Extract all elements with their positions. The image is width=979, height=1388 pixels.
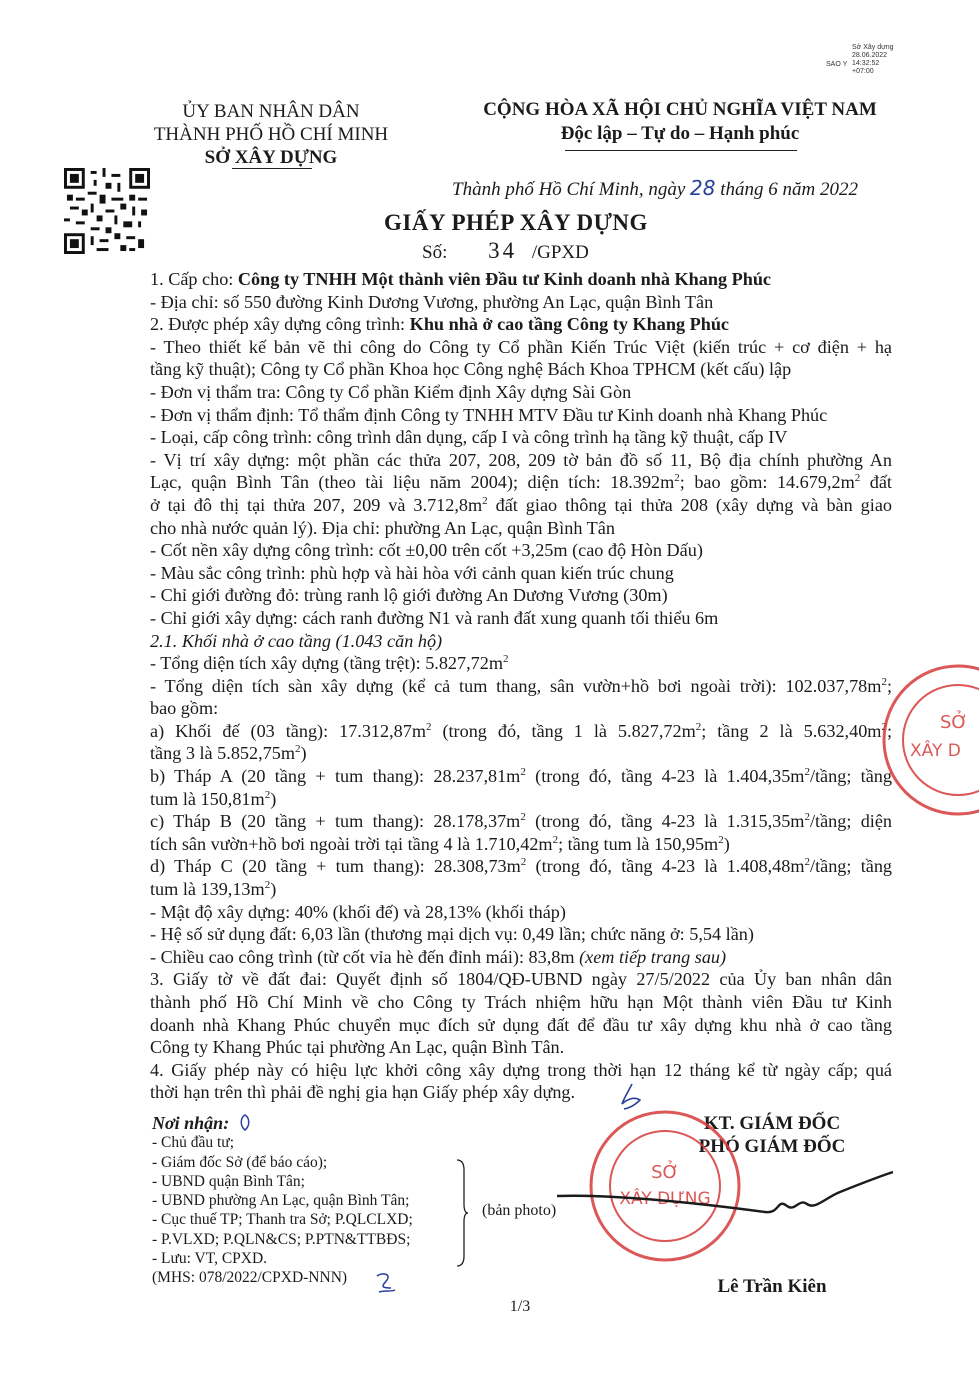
body-line: - Hệ số sử dụng đất: 6,03 lần (thương mại dịch vụ: 0,49 lần; chức năng ở: 5,54 lần) (150, 924, 754, 945)
grantee-address: - Địa chỉ: số 550 đường Kinh Dương Vương, phường An Lạc, quận Bình Tân (150, 291, 714, 312)
national-motto: Độc lập – Tự do – Hạnh phúc (560, 123, 800, 144)
text-span: /tầng; diện (809, 811, 893, 832)
text-span: ; (886, 675, 892, 696)
department-name: SỞ XÂY DỰNG (204, 147, 338, 168)
text-span: ) (723, 833, 730, 854)
text-span: tum là 139,13m (150, 879, 265, 900)
signature-stroke-icon (555, 1168, 895, 1228)
body-line: - Đơn vị thẩm định: Tổ thẩm định Công ty TNHH MTV Đầu tư Kinh doanh nhà Khang Phúc (150, 404, 828, 425)
recipients-block (152, 1114, 413, 1288)
stamp-line: 14:32:52 (852, 60, 880, 67)
text-span: ; (886, 720, 892, 741)
permit-body (150, 268, 892, 1104)
recipient-item: - Chủ đầu tư; (152, 1134, 235, 1152)
photo-note: (bản photo) (482, 1202, 557, 1219)
recipient-item: - Giám đốc Sở (để báo cáo); (152, 1153, 328, 1171)
body-line (150, 946, 892, 969)
text-span: Lạc, quận Bình Tân (theo tài liệu năm 2004); diện tích: 18.392m (150, 472, 675, 493)
date-suffix: tháng 6 năm 2022 (720, 179, 858, 200)
text-span: tầng 3 là 5.852,75m (150, 743, 295, 764)
recipient-item: - Cục thuế TP; Thanh tra Sở; P.QLCLXD; (152, 1211, 413, 1229)
body-line: - Mật độ xây dựng: 40% (khối đế) và 28,13% (khối tháp) (150, 901, 566, 922)
side-seal-icon (874, 660, 979, 820)
text-span: ; tầng 2 là 5.632,40m (701, 720, 882, 741)
page-number: 1/3 (509, 1298, 531, 1315)
initial-mark-icon (373, 1270, 399, 1296)
body-line: d) Tháp C (20 tầng + tum thang): $28.308,73m^2$ (trong đó, tầng 4-23 là $1.408,48m^2$/tầng; tầng (150, 856, 893, 877)
date-day: 28 (690, 176, 716, 200)
recipients-list (152, 1133, 413, 1268)
issuing-authority (140, 100, 402, 169)
body-line: tích sân vườn+hồ bơi ngoài trời tại tầng 4 là $1.710,42m^2$; tầng tum là $150,95m^2$) (150, 833, 730, 854)
seal-text: SỞ (940, 712, 968, 733)
issue-date (452, 176, 858, 201)
national-title: CỘNG HÒA XÃ HỘI CHỦ NGHĨA VIỆT NAM (483, 99, 877, 120)
body-line: tầng kỹ thuật); Công ty Cổ phần Khoa học Công nghệ Bách Khoa TPHCM (kết cấu) lập (150, 359, 792, 380)
permit-number (422, 238, 589, 264)
stamp-label: SAO Y (826, 61, 848, 68)
national-header (470, 98, 890, 146)
continued-note: (xem tiếp trang sau) (579, 946, 727, 967)
body-line: Công ty Khang Phúc tại phường An Lạc, quận Bình Tân. (150, 1037, 565, 1058)
body-line: 4. Giấy phép này có hiệu lực khởi công xây dựng trong thời hạn 12 tháng kể từ ngày cấp; quá (150, 1059, 892, 1080)
text-span: tum là 150,81m (150, 788, 265, 809)
body-line: thành phố Hồ Chí Minh về cho Công ty Trách nhiệm hữu hạn Một thành viên Đầu tư Kinh (150, 992, 892, 1012)
seal-text: SỞ (651, 1162, 679, 1183)
text-span: (trong đó, tầng 4-23 là 1.408,48m (526, 856, 805, 877)
text-span: a) Khối đế (03 tầng): 17.312,87m (150, 720, 426, 741)
authority-line: ỦY BAN NHÂN DÂN (182, 101, 360, 122)
text-span: c) Tháp B (20 tầng + tum thang): 28.178,37m (150, 811, 521, 832)
document-title: GIẤY PHÉP XÂY DỰNG (384, 210, 648, 235)
header-underline (232, 168, 312, 169)
text-span: /tầng; tầng (810, 856, 893, 877)
body-line: - Tổng diện tích xây dựng (tầng trệt): $5.827,72m^2$ (150, 653, 509, 674)
text-span: (trong đó, tầng 1 là 5.827,72m (431, 720, 696, 741)
stamp-line: Sở Xây dựng (852, 44, 894, 51)
body-line: - Cốt nền xây dựng công trình: cốt ±0,00 trên cốt +3,25m (cao độ Hòn Dấu) (150, 540, 703, 561)
section-1 (150, 268, 892, 291)
body-line: tum là $150,81m^2$) (150, 788, 277, 809)
stamp-line: +07:00 (852, 68, 874, 75)
authority-line: THÀNH PHỐ HỒ CHÍ MINH (153, 124, 389, 145)
recipient-item: - P.VLXD; P.QLN&CS; P.PTN&TTBĐS; (152, 1230, 411, 1248)
body-line: ở tại đô thị tại thửa 207, 209 và $3.712,8m^2$ đất giao thông tại thửa 208 (xây dựng và bàn giao (150, 494, 892, 515)
text-span: ) (300, 743, 307, 764)
body-line: - Loại, cấp công trình: công trình dân dụng, cấp I và công trình hạ tầng kỹ thuật, cấp IV (150, 427, 788, 448)
body-line: - Tổng diện tích sàn xây dựng (kể cả tum thang, sân vườn+hồ bơi ngoài trời): $102.037,78m^2$; (150, 675, 892, 696)
text-span: ; bao gồm: 14.679,2m (679, 472, 855, 493)
number-label: Số: (422, 242, 448, 263)
initial-mark-icon (616, 1082, 646, 1112)
body-line: tum là $139,13m^2$) (150, 878, 277, 900)
text-span: đất (860, 472, 892, 493)
date-prefix: Thành phố Hồ Chí Minh, ngày (452, 179, 686, 200)
grantee-name: Công ty TNHH Một thành viên Đầu tư Kinh doanh nhà Khang Phúc (237, 269, 772, 289)
text-span: ở tại đô thị tại thửa 207, 209 và 3.712,8m (150, 494, 483, 515)
body-line: c) Tháp B (20 tầng + tum thang): $28.178,37m^2$ (trong đó, tầng 4-23 là $1.315,35m^2$/tầng; diện (150, 811, 893, 832)
body-line: Lạc, quận Bình Tân (theo tài liệu năm 2004); diện tích: $18.392m^2$; bao gồm: $14.679,2m^2$ đất (150, 472, 892, 493)
text-span: /tầng; tầng (809, 766, 892, 787)
seal-text: XÂY D (910, 741, 961, 761)
body-line: thời hạn trên thì phải đề nghị gia hạn Giấy phép xây dựng. (150, 1082, 576, 1103)
text-span: ) (270, 788, 277, 809)
body-line: - Theo thiết kế bản vẽ thi công do Công ty Cổ phần Kiến Trúc Việt (kiến trúc + cơ điện + hạ (150, 336, 892, 357)
digital-copy-stamp (826, 44, 894, 76)
section-2 (150, 313, 892, 336)
qr-code-icon (64, 168, 150, 254)
body-line: tầng 3 là $5.852,75m^2$) (150, 743, 307, 764)
section-label: 2. Được phép xây dựng công trình: (150, 314, 406, 335)
text-span: đất giao thông tại thửa 208 (xây dựng và bàn giao (487, 494, 892, 515)
recipients-heading: Nơi nhận: (152, 1113, 230, 1133)
recipient-item: - UBND phường An Lạc, quận Bình Tân; (152, 1192, 410, 1210)
body-line: 3. Giấy tờ về đất đai: Quyết định số 1804/QĐ-UBND ngày 27/5/2022 của Ủy ban nhân dân (150, 969, 892, 990)
text-span: (trong đó, tầng 4-23 là 1.315,35m (525, 811, 805, 832)
body-line: - Màu sắc công trình: phù hợp và hài hòa với cảnh quan kiến trúc chung (150, 562, 674, 583)
file-code: (MHS: 078/2022/CPXD-NNN) (152, 1269, 348, 1287)
project-name: Khu nhà ở cao tầng Công ty Khang Phúc (409, 314, 730, 335)
text-span: ; tầng tum là 150,95m (558, 833, 719, 854)
text-span: d) Tháp C (20 tầng + tum thang): 28.308,73m (150, 856, 521, 877)
number-value: 34 (488, 238, 518, 263)
subsection-heading: 2.1. Khối nhà ở cao tầng (1.043 căn hộ) (150, 630, 443, 651)
recipient-item: - UBND quận Bình Tân; (152, 1172, 305, 1190)
body-line: doanh nhà Khang Phúc chuyển mục đích sử dụng đất để đầu tư xây dựng khu nhà ở cao tầng (150, 1014, 892, 1035)
signer-title-line: PHÓ GIÁM ĐỐC (698, 1136, 846, 1157)
number-suffix: /GPXD (531, 242, 589, 263)
text-span: tích sân vườn+hồ bơi ngoài trời tại tầng 4 là 1.710,42m (150, 833, 553, 854)
stamp-line: 28.06.2022 (852, 52, 888, 59)
text-span: (trong đó, tầng 4-23 là 1.404,35m (525, 766, 805, 787)
seal-text: XÂY DỰNG (619, 1189, 711, 1209)
body-line: b) Tháp A (20 tầng + tum thang): $28.237,81m^2$ (trong đó, tầng 4-23 là $1.404,35m^2$/tầng; tầng (150, 766, 892, 787)
body-line: - Chỉ giới đường đỏ: trùng ranh lộ giới đường An Dương Vương (30m) (150, 585, 668, 606)
signer-name: Lê Trần Kiên (717, 1276, 827, 1297)
text-span: - Tổng diện tích xây dựng (tầng trệt): 5.827,72m (150, 653, 503, 674)
signer-title-line: KT. GIÁM ĐỐC (703, 1113, 841, 1134)
text-span: ) (270, 879, 277, 900)
text-span: - Tổng diện tích sàn xây dựng (kể cả tum thang, sân vườn+hồ bơi ngoài trời): 102.037,78m (150, 675, 882, 696)
text-span: b) Tháp A (20 tầng + tum thang): 28.237,81m (150, 766, 521, 787)
motto-underline (565, 150, 797, 151)
initial-mark-icon (236, 1112, 254, 1136)
section-label: 1. Cấp cho: (150, 269, 234, 289)
brace-icon (455, 1158, 469, 1268)
body-line: - Vị trí xây dựng: một phần các thửa 207, 208, 209 tờ bản đồ số 11, Bộ địa chính phường An (150, 449, 892, 470)
body-line: cho nhà nước quản lý). Địa chỉ: phường An Lạc, quận Bình Tân (150, 517, 615, 538)
body-line: - Đơn vị thẩm tra: Công ty Cổ phần Kiểm định Xây dựng Sài Gòn (150, 381, 632, 402)
recipient-item: - Lưu: VT, CPXD. (152, 1250, 268, 1268)
text-span: - Chiều cao công trình (từ cốt vỉa hè đến đỉnh mái): 83,8m (150, 946, 575, 967)
body-line: - Chỉ giới xây dựng: cách ranh đường N1 và ranh đất xung quanh tối thiểu 6m (150, 607, 719, 628)
body-line: a) Khối đế (03 tầng): $17.312,87m^2$ (trong đó, tầng 1 là $5.827,72m^2$; tầng 2 là $5.632,40m^2$; (150, 720, 892, 741)
body-line: bao gồm: (150, 698, 219, 719)
